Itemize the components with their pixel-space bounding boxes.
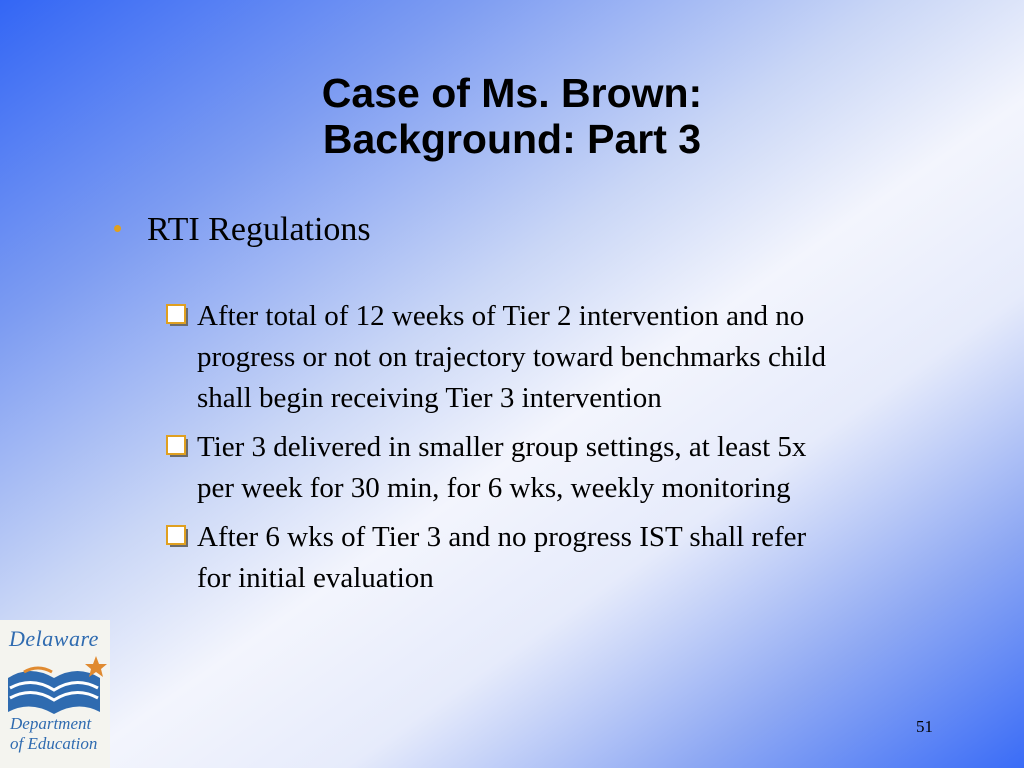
logo-line-department: Department xyxy=(10,714,92,733)
slide-title xyxy=(0,70,1024,162)
sub-bullet-item xyxy=(166,296,846,419)
page-number: 51 xyxy=(916,717,933,736)
logo-line-of-education: of Education xyxy=(10,734,98,753)
bullet-text: RTI Regulations xyxy=(147,211,371,248)
sub-bullet-list xyxy=(166,296,846,607)
logo-text-department xyxy=(10,714,97,754)
bullet-item xyxy=(113,206,371,252)
title-line-1: Case of Ms. Brown: xyxy=(321,70,703,116)
delaware-doe-logo xyxy=(0,620,110,768)
sub-bullet-item xyxy=(166,427,846,509)
sub-bullet-item xyxy=(166,517,846,599)
sub-bullet-text: Tier 3 delivered in smaller group settings, at least 5x per week for 30 min, for 6 wks, weekly monitoring xyxy=(197,431,807,504)
sub-bullet-text: After 6 wks of Tier 3 and no progress IST shall refer for initial evaluation xyxy=(197,521,807,594)
sub-bullet-text: After total of 12 weeks of Tier 2 intervention and no progress or not on trajectory toward benchmarks child shall begin receiving Tier 3 intervention xyxy=(197,300,826,414)
title-line-2: Background: Part 3 xyxy=(322,116,702,162)
book-star-icon xyxy=(4,654,108,716)
checkbox-icon xyxy=(166,435,191,459)
checkbox-icon xyxy=(166,304,191,328)
bullet-dot-icon: • xyxy=(113,213,123,243)
checkbox-icon xyxy=(166,525,191,549)
logo-text-delaware: Delaware xyxy=(9,626,99,651)
